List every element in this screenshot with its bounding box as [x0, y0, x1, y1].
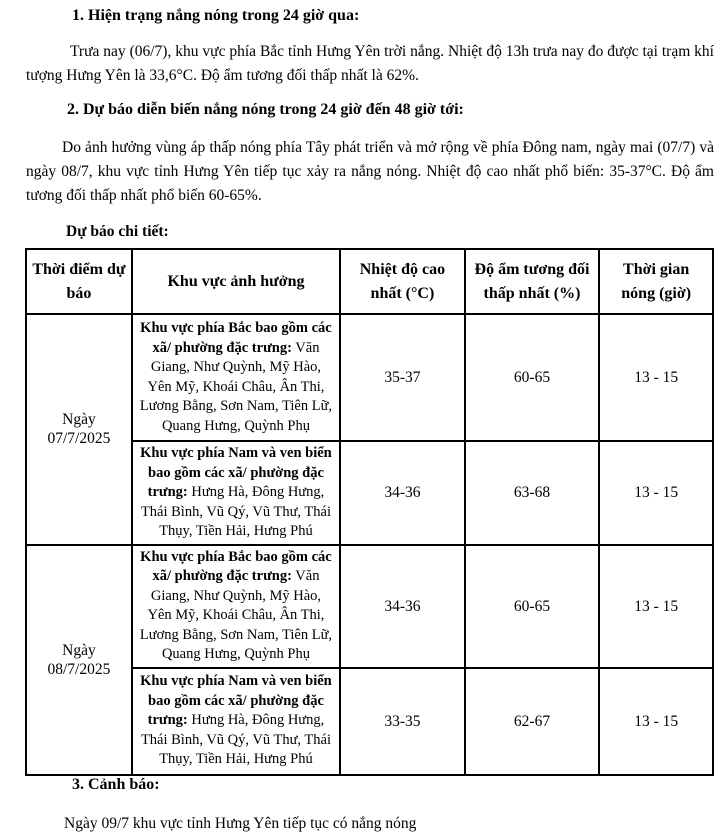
area-label: Khu vực phía Nam và ven biển bao gồm các xã/ phường đặc trưng: [140, 673, 332, 729]
header-area: Khu vực ảnh hưởng [132, 249, 340, 314]
table-row [26, 545, 713, 668]
hours-cell: 13 - 15 [599, 668, 713, 775]
area-cell [132, 668, 340, 775]
area-list: Hưng Hà, Đông Hưng, Thái Bình, Vũ Qý, Vũ Thư, Thái Thụy, Tiền Hải, Hưng Phú [140, 484, 331, 539]
hours-cell: 13 - 15 [599, 314, 713, 441]
area-label: Khu vực phía Bắc bao gồm các xã/ phường đặc trưng: [140, 548, 332, 584]
temp-cell: 34-36 [340, 545, 465, 668]
humidity-cell: 60-65 [465, 545, 600, 668]
detail-label: Dự báo chi tiết: [66, 223, 169, 240]
header-temp: Nhiệt độ cao nhất (°C) [340, 249, 465, 314]
area-list: Văn Giang, Như Quỳnh, Mỹ Hào, Yên Mỹ, Khoái Châu, Ân Thi, Lương Bằng, Sơn Nam, Tiên Lữ, Quang Hưng, Quỳnh Phụ [139, 339, 333, 434]
area-cell [132, 545, 340, 668]
temp-cell: 33-35 [340, 668, 465, 775]
area-list: Hưng Hà, Đông Hưng, Thái Bình, Vũ Qý, Vũ Thư, Thái Thụy, Tiền Hải, Hưng Phú [140, 712, 331, 768]
temp-cell: 35-37 [340, 314, 465, 441]
humidity-cell: 62-67 [465, 668, 600, 775]
header-hours: Thời gian nóng (giờ) [599, 249, 713, 314]
hours-cell: 13 - 15 [599, 545, 713, 668]
section3-heading: 3. Cảnh báo: [72, 776, 160, 793]
forecast-table [25, 248, 714, 776]
hours-cell: 13 - 15 [599, 441, 713, 545]
section2-heading: 2. Dự báo diễn biến nắng nóng trong 24 giờ đến 48 giờ tới: [67, 101, 464, 118]
area-label: Khu vực phía Nam và ven biển bao gồm các xã/ phường đặc trưng: [140, 445, 332, 500]
humidity-cell: 60-65 [465, 314, 600, 441]
date-cell: Ngày 08/7/2025 [26, 545, 132, 775]
header-humidity: Độ ẩm tương đối thấp nhất (%) [465, 249, 600, 314]
area-list: Văn Giang, Như Quỳnh, Mỹ Hào, Yên Mỹ, Khoái Châu, Ân Thi, Lương Bằng, Sơn Nam, Tiên Lữ, Quang Hưng, Quỳnh Phụ [139, 568, 333, 662]
section1-heading: 1. Hiện trạng nắng nóng trong 24 giờ qua: [72, 7, 360, 24]
temp-cell: 34-36 [340, 441, 465, 545]
section2-text: Do ảnh hưởng vùng áp thấp nóng phía Tây phát triển và mở rộng về phía Đông nam, ngày mai (07/7) và ngày 08/7, khu vực tỉnh Hưng Yên tiếp tục xảy ra nắng nóng. Nhiệt độ cao nhất phổ biến: 35-37°C. Độ ẩm tương đối thấp nhất phổ biến 60-65%. [26, 139, 714, 204]
area-cell [132, 314, 340, 441]
header-time: Thời điểm dự báo [26, 249, 132, 314]
area-label: Khu vực phía Bắc bao gồm các xã/ phường đặc trưng: [140, 320, 332, 356]
section1-text: Trưa nay (06/7), khu vực phía Bắc tỉnh Hưng Yên trời nắng. Nhiệt độ 13h trưa nay đo được tại trạm khí tượng Hưng Yên là 33,6°C. Độ ẩm tương đối thấp nhất là 62%. [26, 43, 714, 84]
area-cell [132, 441, 340, 545]
humidity-cell: 63-68 [465, 441, 600, 545]
table-row [26, 314, 713, 441]
section3-text: Ngày 09/7 khu vực tỉnh Hưng Yên tiếp tục có nắng nóng [64, 815, 417, 832]
date-cell: Ngày 07/7/2025 [26, 314, 132, 545]
